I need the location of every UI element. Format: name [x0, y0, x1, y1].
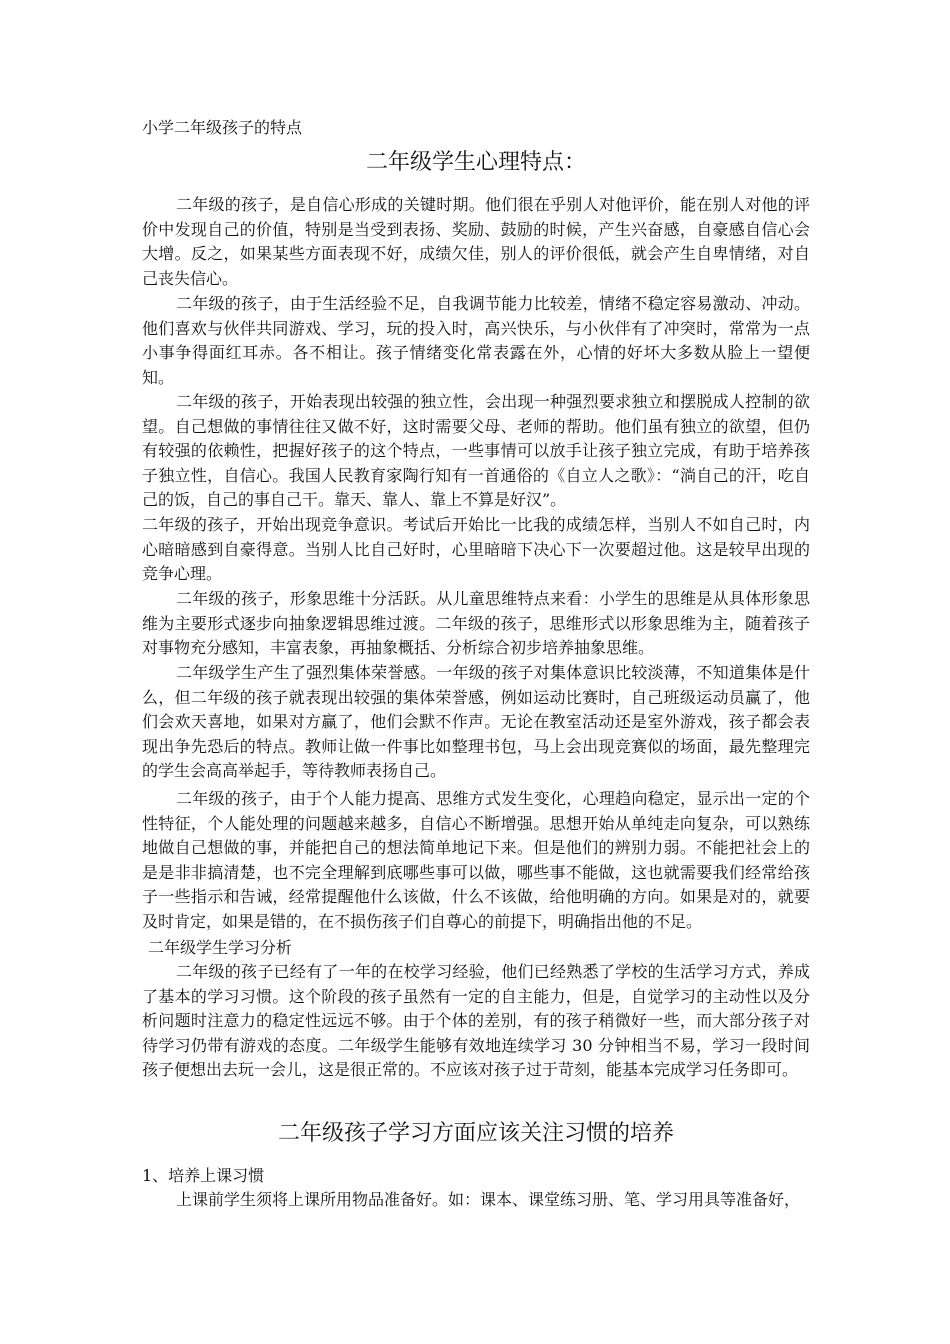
- paragraph-personality: 二年级的孩子，由于个人能力提高、思维方式发生变化，心理趋向稳定，显示出一定的个性特征，个人能处理的问题越来越多，自信心不断增强。思想开始从单纯走向复杂，可以熟练地做自己想做的事，并能把自己的想法简单地记下来。但是他们的辨别力弱。不能把社会上的是是非非搞清楚，也不完全理解到底哪些事可以做，哪些事不能做，这也就需要我们经常给孩子一些指示和告诫，经常提醒他什么该做，什么不该做，给他明确的方向。如果是对的，就要及时肯定，如果是错的，在不损伤孩子们自尊心的前提下，明确指出他的不足。: [142, 789, 810, 931]
- item-class-habit-title: 1、培养上课习惯: [142, 1166, 265, 1185]
- section-heading-habits: 二年级孩子学习方面应该关注习惯的培养: [277, 1121, 674, 1146]
- document-top-title: 小学二年级孩子的特点: [142, 118, 303, 137]
- paragraph-thinking: 二年级的孩子，形象思维十分活跃。从儿童思维特点来看：小学生的思维是从具体形象思维为主要形式逐步向抽象逻辑思维过渡。二年级的孩子，思维形式以形象思维为主，随着孩子对事物充分感知，丰富表象，再抽象概括、分析综合初步培养抽象思维。: [142, 589, 810, 657]
- paragraph-confidence: 二年级的孩子，是自信心形成的关键时期。他们很在乎别人对他评价，能在别人对他的评价中发现自己的价值，特别是当受到表扬、奖励、鼓励的时候，产生兴奋感，自豪感自信心会大增。反之，如果某些方面表现不好，成绩欠佳，别人的评价很低，就会产生自卑情绪，对自己丧失信心。: [142, 195, 810, 288]
- section-heading-psychology: 二年级学生心理特点：: [365, 150, 586, 175]
- paragraph-collective-honor: 二年级学生产生了强烈集体荣誉感。一年级的孩子对集体意识比较淡薄，不知道集体是什么，但二年级的孩子就表现出较强的集体荣誉感，例如运动比赛时，自己班级运动员赢了，他们会欢天喜地，如果对方赢了，他们会默不作声。无论在教室活动还是室外游戏，孩子都会表现出争先恐后的特点。教师让做一件事比如整理书包，马上会出现竞赛似的场面，最先整理完的学生会高高举起手，等待教师表扬自己。: [142, 663, 810, 780]
- study-analysis-heading: 二年级学生学习分析: [148, 938, 293, 957]
- paragraph-study-analysis: 二年级的孩子已经有了一年的在校学习经验，他们已经熟悉了学校的生活学习方式，养成了基本的学习习惯。这个阶段的孩子虽然有一定的自主能力，但是，自觉学习的主动性以及分析问题时注意力的稳定性远远不够。由于个体的差别，有的孩子稍微好一些，而大部分孩子对待学习仍带有游戏的态度。二年级学生能够有效地连续学习 30 分钟相当不易，学习一段时间孩子便想出去玩一会儿，这是很正常的。不应该对孩子过于苛刻，能基本完成学习任务即可。: [142, 962, 810, 1079]
- paragraph-class-habit: 上课前学生须将上课所用物品准备好。如：课本、课堂练习册、笔、学习用具等准备好，: [176, 1190, 801, 1209]
- paragraph-emotion: 二年级的孩子，由于生活经验不足，自我调节能力比较差，情绪不稳定容易激动、冲动。他们喜欢与伙伴共同游戏、学习，玩的投入时，高兴快乐，与小伙伴有了冲突时，常常为一点小事争得面红耳赤。各不相让。孩子情绪变化常表露在外，心情的好坏大多数从脸上一望便知。: [142, 294, 810, 387]
- paragraph-competition: 二年级的孩子，开始出现竞争意识。考试后开始比一比我的成绩怎样，当别人不如自己时，内心暗暗感到自豪得意。当别人比自己好时，心里暗暗下决心下一次要超过他。这是较早出现的竞争心理。: [142, 515, 810, 583]
- paragraph-independence: 二年级的孩子，开始表现出较强的独立性，会出现一种强烈要求独立和摆脱成人控制的欲望。自己想做的事情往往又做不好，这时需要父母、老师的帮助。他们虽有独立的欲望，但仍有较强的依赖性，把握好孩子的这个特点，一些事情可以放手让孩子独立完成，有助于培养孩子独立性，自信心。我国人民教育家陶行知有一首通俗的《自立人之歌》：“淌自己的汗，吃自己的饭，自己的事自己干。靠天、靠人、靠上不算是好汉”。: [142, 392, 810, 509]
